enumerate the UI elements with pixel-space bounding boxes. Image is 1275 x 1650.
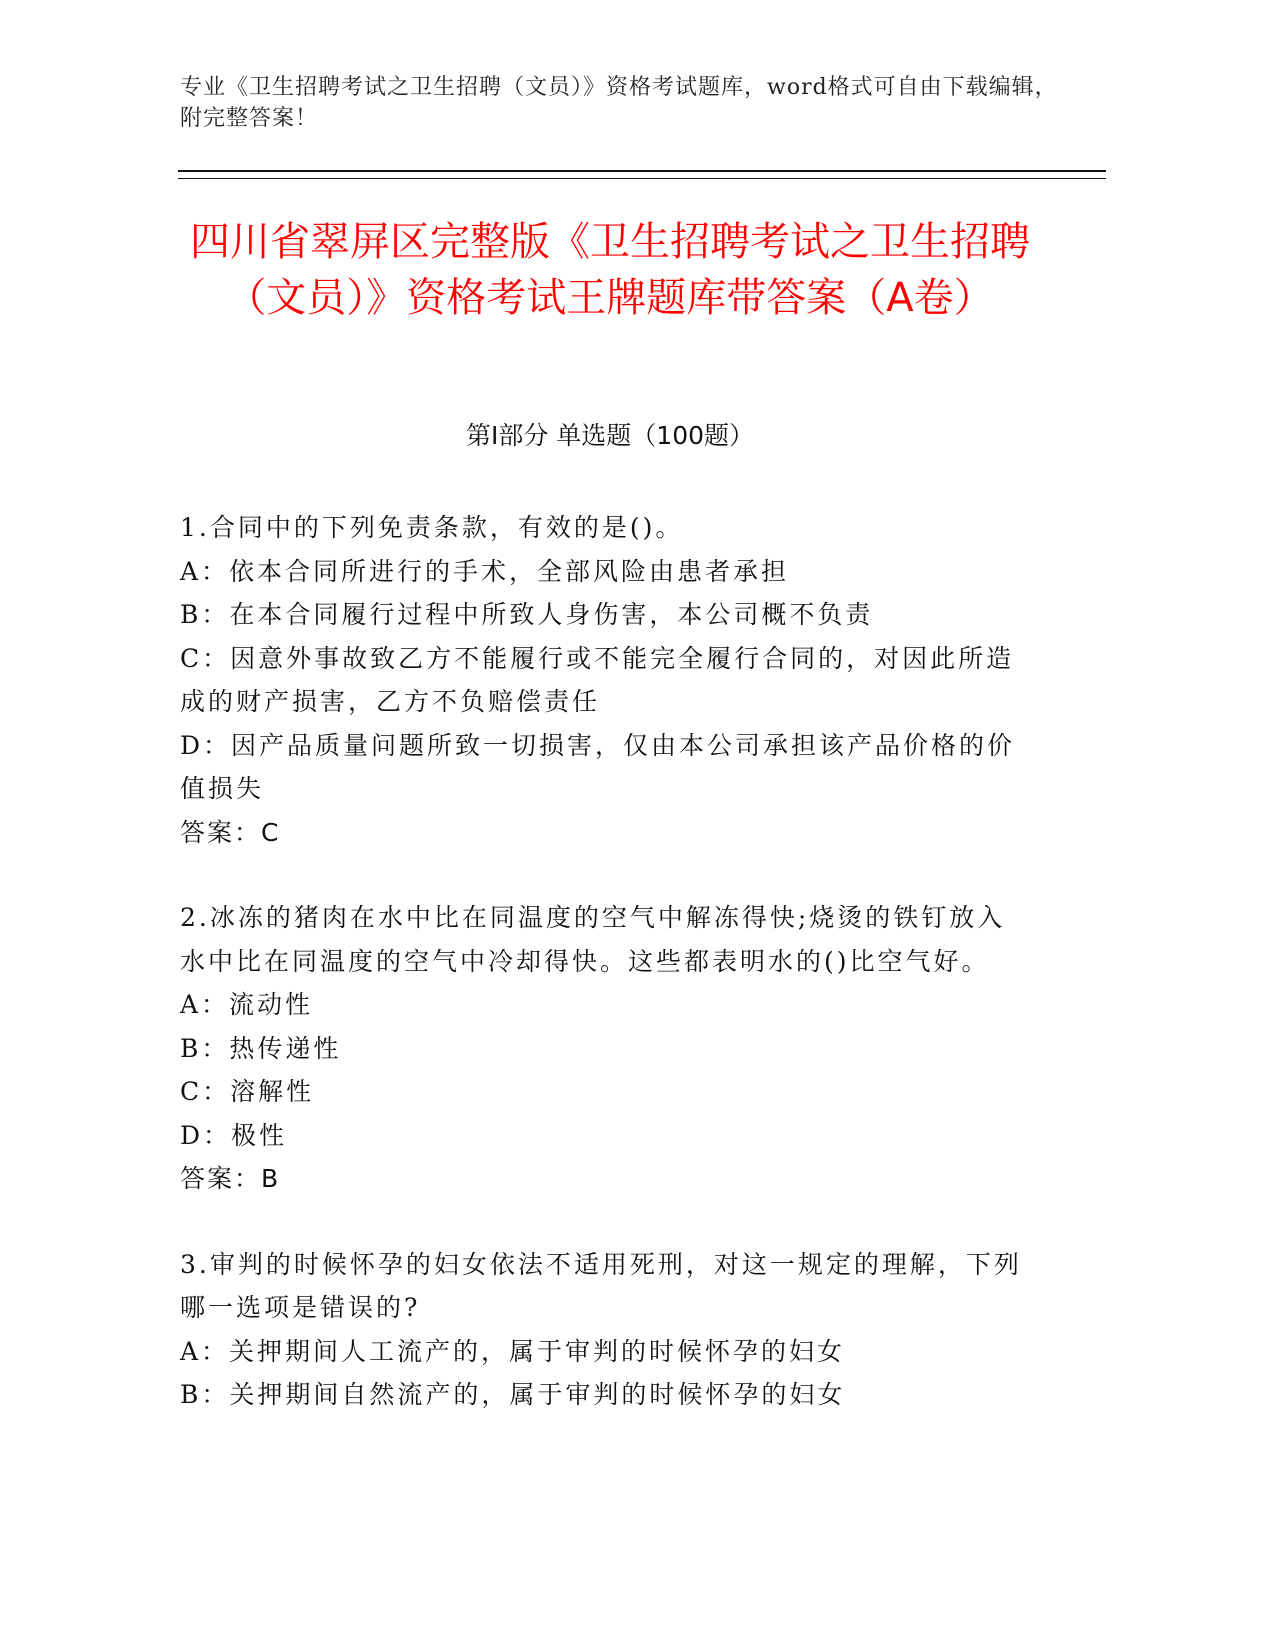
option-a: A：流动性 (180, 990, 314, 1019)
question-item (180, 506, 1030, 854)
header-divider-thick (178, 170, 1106, 172)
document-title: 四川省翠屏区完整版《卫生招聘考试之卫生招聘（文员）》资格考试王牌题库带答案（A卷） (190, 219, 1030, 321)
question-item (180, 1243, 1030, 1417)
question-stem: 2.冰冻的猪肉在水中比在同温度的空气中解冻得快;烧烫的铁钉放入水中比在同温度的空气中冷却得快。这些都表明水的()比空气好。 (180, 903, 1006, 976)
option-b: B：在本合同履行过程中所致人身伤害，本公司概不负责 (180, 600, 874, 629)
question-stem: 1.合同中的下列免责条款，有效的是()。 (180, 513, 684, 542)
option-b: B：关押期间自然流产的，属于审判的时候怀孕的妇女 (180, 1380, 846, 1409)
header-note: 专业《卫生招聘考试之卫生招聘（文员）》资格考试题库，word格式可自由下载编辑，附完整答案！ (180, 75, 1058, 131)
option-a: A：依本合同所进行的手术，全部风险由患者承担 (180, 556, 790, 586)
option-c: C：溶解性 (180, 1077, 315, 1106)
answer-label: 答案：C (180, 817, 281, 847)
option-d: D：因产品质量问题所致一切损害，仅由本公司承担该产品价格的价值损失 (180, 730, 1016, 803)
question-stem: 3.审判的时候怀孕的妇女依法不适用死刑，对这一规定的理解，下列哪一选项是错误的? (180, 1249, 1022, 1322)
header-divider-thin (178, 178, 1106, 179)
question-list (180, 506, 1030, 1459)
option-c: C：因意外事故致乙方不能履行或不能完全履行合同的，对因此所造成的财产损害，乙方不负赔偿责任 (180, 643, 1015, 716)
option-b: B：热传递性 (180, 1033, 342, 1063)
answer-label: 答案：B (180, 1164, 281, 1193)
section-title: 第I部分 单选题（100题） (465, 421, 755, 450)
option-a: A：关押期间人工流产的，属于审判的时候怀孕的妇女 (180, 1336, 846, 1366)
question-item (180, 896, 1030, 1201)
option-d: D：极性 (180, 1120, 288, 1150)
